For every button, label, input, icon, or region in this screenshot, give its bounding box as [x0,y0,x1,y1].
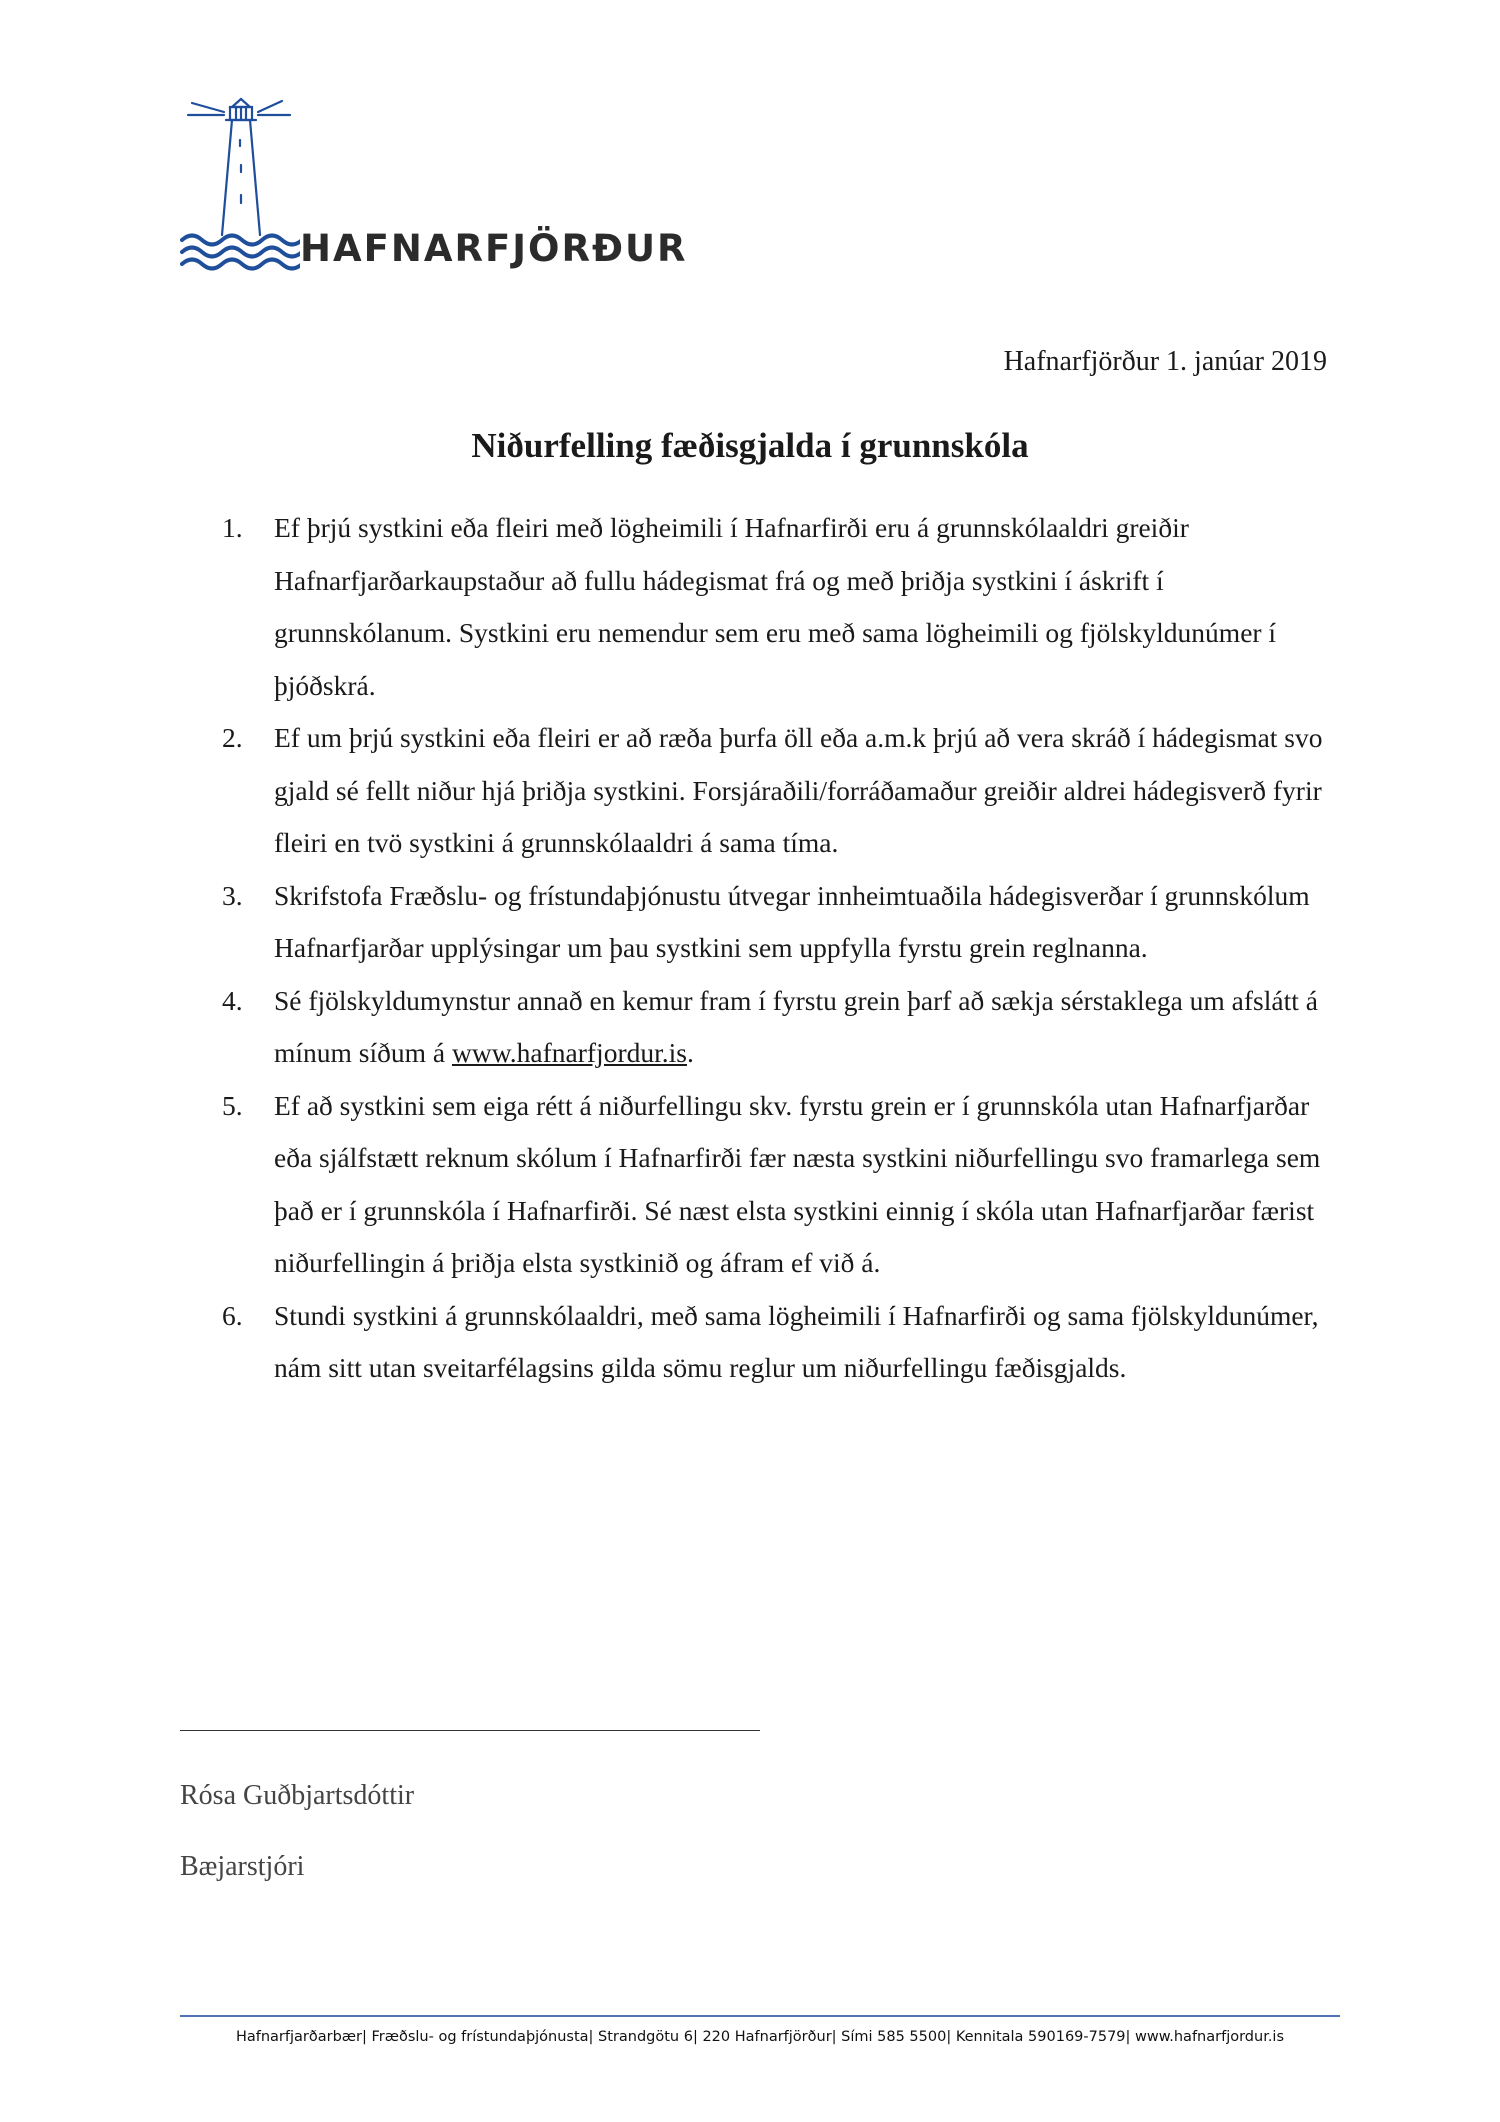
hafnarfjordur-logo [180,95,688,275]
lighthouse-icon [180,95,300,275]
footer-contact: Hafnarfjarðarbær| Fræðslu- og frístundaþjónusta| Strandgötu 6| 220 Hafnarfjörður| Sími 585 5500| Kennitala 590169-7579| www.hafnarfjordur.is [235,2029,1285,2045]
letter-date: Hafnarfjörður 1. janúar 2019 [1003,346,1327,377]
rule-item-5 [222,1080,1332,1290]
rule-item-3 [222,870,1332,975]
rule-text-before-link: Sé fjölskyldumynstur annað en kemur fram í fyrstu grein þarf að sækja sérstaklega um afslátt á mínum síðum á [274,984,1318,1068]
rule-item-6 [222,1290,1332,1395]
website-link[interactable]: www.hafnarfjordur.is [452,1037,687,1068]
signatory-name: Rósa Guðbjartsdóttir [180,1780,415,1811]
rule-text: Stundi systkini á grunnskólaaldri, með sama lögheimili í Hafnarfirði og sama fjölskyldunúmer, nám sitt utan sveitarfélagsins gilda sömu reglur um niðurfellingu fæðisgjalds. [274,1299,1319,1383]
rule-text [274,975,1332,1080]
rule-number: 3. [222,879,243,911]
rule-number: 5. [222,1089,243,1121]
rule-number: 4. [222,984,243,1016]
rule-item-1 [222,502,1332,712]
rule-number: 1. [222,512,243,543]
rule-text-after-link: . [686,1037,694,1068]
signature-line [180,1730,760,1731]
document-title: Niðurfelling fæðisgjalda í grunnskóla [471,426,1029,465]
signatory-role: Bæjarstjóri [180,1851,305,1882]
rule-item-2 [222,712,1332,870]
rule-text: Ef að systkini sem eiga rétt á niðurfellingu skv. fyrstu grein er í grunnskóla utan Hafnarfjarðar eða sjálfstætt reknum skólum í Hafnarfirði fær næsta systkini niðurfellingu svo framarlega sem það er í grunnskóla í Hafnarfirði. Sé næst elsta systkini einnig í skóla utan Hafnarfjarðar færist niðurfellingin á þriðja elsta systkinið og áfram ef við á. [274,1089,1321,1278]
rule-item-4 [222,975,1332,1080]
rule-text: Skrifstofa Fræðslu- og frístundaþjónustu útvegar innheimtuaðila hádegisverðar í grunnskólum Hafnarfjarðar upplýsingar um þau systkini sem uppfylla fyrstu grein reglnanna. [274,879,1310,963]
logo-wordmark: HAFNARFJÖRÐUR [300,227,688,270]
rule-number: 6. [222,1299,243,1331]
rule-text: Ef þrjú systkini eða fleiri með lögheimili í Hafnarfirði eru á grunnskólaaldri greiðir Hafnarfjarðarkaupstaður að fullu hádegismat frá og með þriðja systkini í áskrift í grunnskólanum. Systkini eru nemendur sem eru með sama lögheimili og fjölskyldunúmer í þjóðskrá. [274,512,1277,701]
rule-text: Ef um þrjú systkini eða fleiri er að ræða þurfa öll eða a.m.k þrjú að vera skráð í hádegismat svo gjald sé fellt niður hjá þriðja systkini. Forsjáraðili/forráðamaður greiðir aldrei hádegisverð fyrir fleiri en tvö systkini á grunnskólaaldri á sama tíma. [274,722,1323,858]
rule-number: 2. [222,722,243,753]
rules-list [222,502,1332,1395]
footer-divider [180,2015,1340,2017]
